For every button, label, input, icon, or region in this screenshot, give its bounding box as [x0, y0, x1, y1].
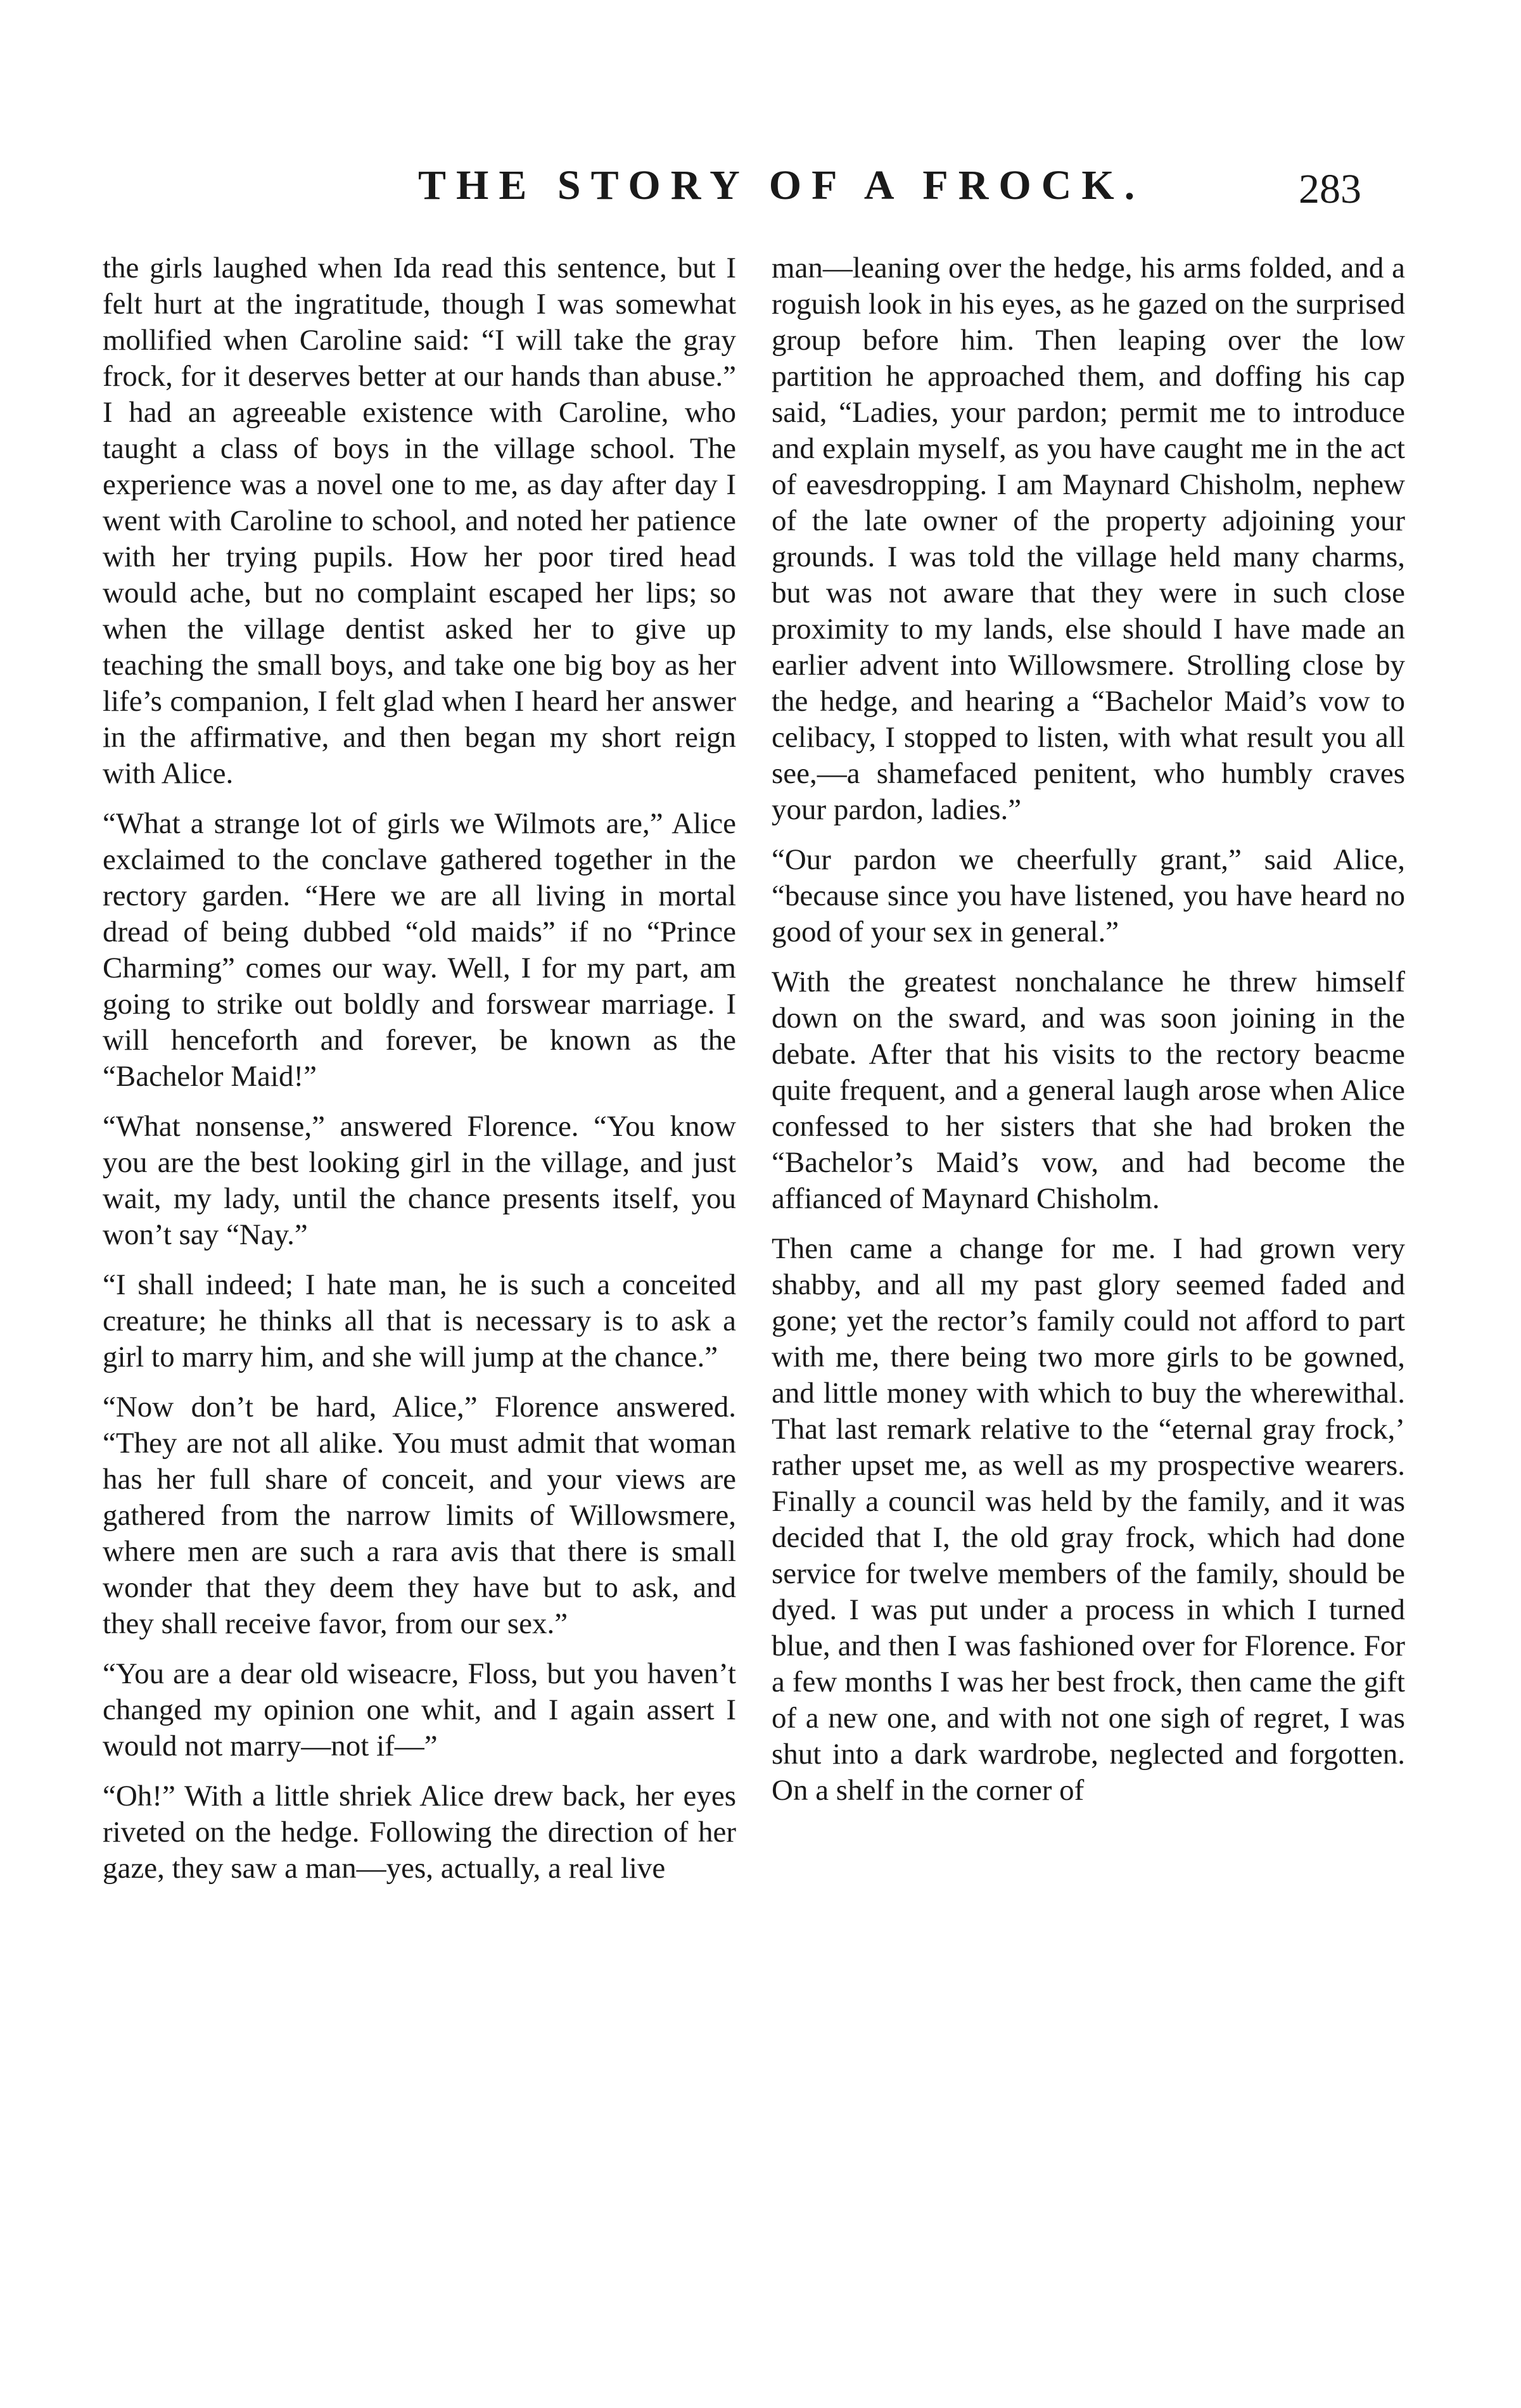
paragraph: With the greatest nonchalance he threw himself down on the sward, and was soon joining in the debate. After that his visits to the rectory beacme quite frequent, and a general laugh arose when Alice confessed to her sisters that she had broken the “Bachelor’s Maid’s vow, and had become the affianced of Maynard Chisholm.: [772, 965, 1405, 1215]
page-header: [0, 162, 1521, 219]
paragraph: “Now don’t be hard, Alice,” Florence answered. “They are not all alike. You must admit that woman has her full share of conceit, and your views are gathered from the narrow limits of Willowsmere, where men are such a rara avis that there is small wonder that they deem they have but to ask, and they shall receive favor, from our sex.”: [103, 1391, 736, 1640]
paragraph: man—leaning over the hedge, his arms folded, and a roguish look in his eyes, as he gazed on the surprised group before him. Then leaping over the low partition he approached them, and doffing his cap said, “Ladies, your pardon; permit me to introduce and explain myself, as you have caught me in the act of eavesdropping. I am Maynard Chisholm, nephew of the late owner of the property adjoining your grounds. I was told the village held many charms, but was not aware that they were in such close proximity to my lands, else should I have made an earlier advent into Willowsmere. Strolling close by the hedge, and hearing a “Bachelor Maid’s vow to celibacy, I stopped to listen, with what result you all see,—a shamefaced penitent, who humbly craves your pardon, ladies.”: [772, 252, 1405, 826]
paragraph: Then came a change for me. I had grown very shabby, and all my past glory seemed faded and gone; yet the rector’s family could not afford to part with me, there being two more girls to be gowned, and little money with which to buy the wherewithal. That last remark relative to the “eternal gray frock,’ rather upset me, as well as my prospective wearers. Finally a council was held by the family, and it was decided that I, the old gray frock, which had done service for twelve members of the family, should be dyed. I was put under a process in which I turned blue, and then I was fashioned over for Florence. For a few months I was her best frock, then came the gift of a new one, and with not one sigh of regret, I was shut into a dark wardrobe, neglected and forgotten. On a shelf in the corner of: [772, 1232, 1405, 1807]
paragraph: the girls laughed when Ida read this sentence, but I felt hurt at the ingratitude, though I was somewhat mollified when Caroline said: “I will take the gray frock, for it deserves better at our hands than abuse.” I had an agreeable existence with Caroline, who taught a class of boys in the village school. The experience was a novel one to me, as day after day I went with Caroline to school, and noted her patience with her trying pupils. How her poor tired head would ache, but no complaint escaped her lips; so when the village dentist asked her to give up teaching the small boys, and take one big boy as her life’s companion, I felt glad when I heard her answer in the affirmative, and then began my short reign with Alice.: [103, 252, 736, 790]
paragraph: “What nonsense,” answered Florence. “You know you are the best looking girl in the village, and just wait, my lady, until the chance presents itself, you won’t say “Nay.”: [103, 1110, 736, 1251]
page-number: 283: [1299, 166, 1361, 212]
left-column: [103, 250, 736, 1901]
paragraph: “You are a dear old wiseacre, Floss, but you haven’t changed my opinion one whit, and I again assert I would not marry—not if—”: [103, 1657, 736, 1762]
right-column: [772, 250, 1405, 1823]
running-title: THE STORY OF A FROCK.: [418, 162, 1145, 208]
paragraph: “Oh!” With a little shriek Alice drew back, her eyes riveted on the hedge. Following the direction of her gaze, they saw a man—yes, actually, a real live: [103, 1780, 736, 1885]
paragraph: “I shall indeed; I hate man, he is such a conceited creature; he thinks all that is necessary is to ask a girl to marry him, and she will jump at the chance.”: [103, 1268, 736, 1373]
paragraph: “What a strange lot of girls we Wilmots are,” Alice exclaimed to the conclave gathered together in the rectory garden. “Here we are all living in mortal dread of being dubbed “old maids” if no “Prince Charming” comes our way. Well, I for my part, am going to strike out boldly and forswear marriage. I will henceforth and forever, be known as the “Bachelor Maid!”: [103, 807, 736, 1093]
paragraph: “Our pardon we cheerfully grant,” said Alice, “because since you have listened, you have heard no good of your sex in general.”: [772, 843, 1405, 948]
